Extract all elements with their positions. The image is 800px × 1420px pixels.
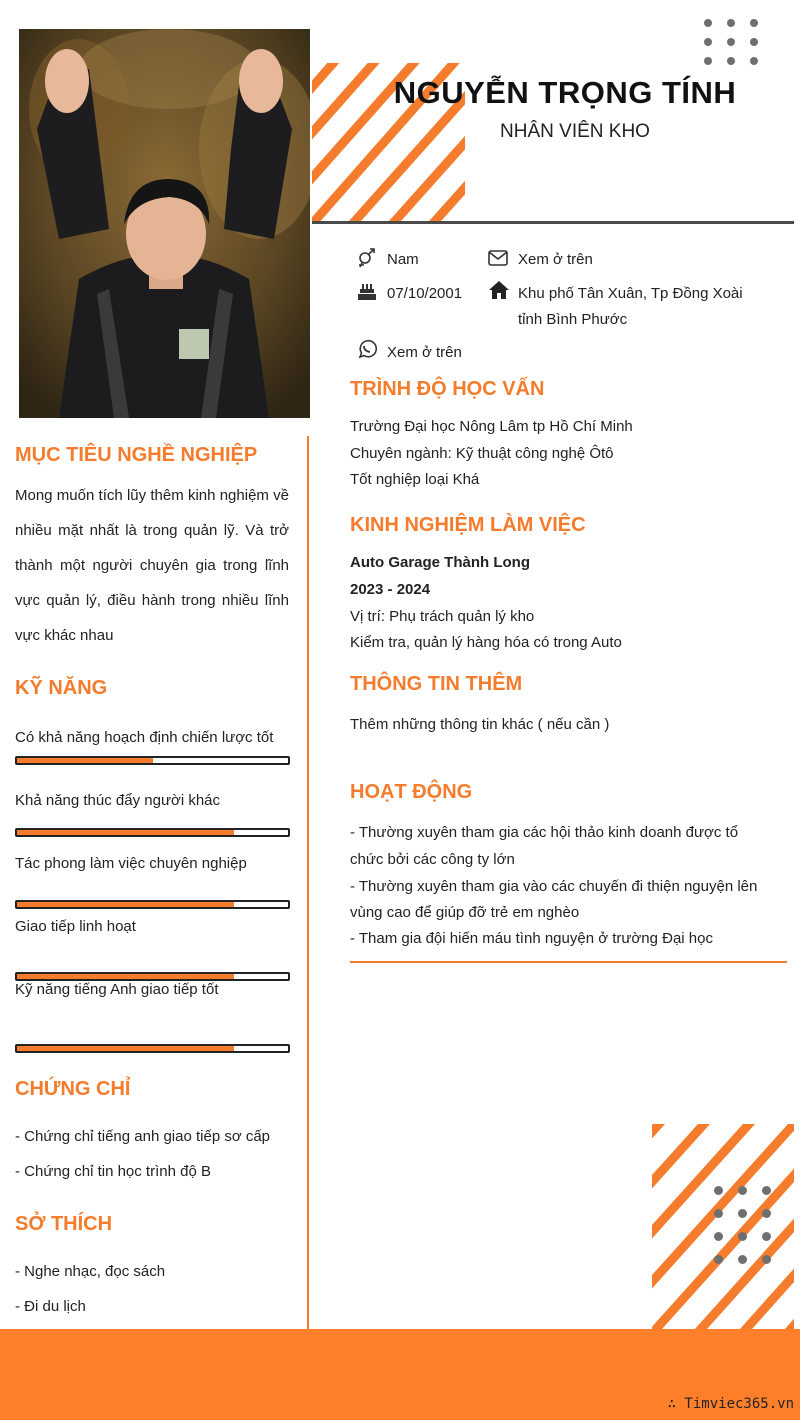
activities-divider (350, 961, 787, 963)
extra-info-title: THÔNG TIN THÊM (350, 673, 523, 695)
education-line: Chuyên ngành: Kỹ thuật công nghệ Ôtô (350, 445, 614, 462)
experience-company: Auto Garage Thành Long (350, 554, 530, 571)
profile-photo (19, 29, 310, 418)
address-line-1: Khu phố Tân Xuân, Tp Đồng Xoài (518, 285, 743, 302)
column-divider (307, 436, 309, 1329)
skill-label: Giao tiếp linh hoạt (15, 918, 136, 935)
skill-label: Kỹ năng tiếng Anh giao tiếp tốt (15, 981, 219, 998)
hobby-item: - Đi du lịch (15, 1298, 86, 1315)
address-line-2: tỉnh Bình Phước (518, 311, 628, 328)
decorative-dots-top (704, 19, 758, 65)
skills-title: KỸ NĂNG (15, 677, 108, 699)
certificates-title: CHỨNG CHỈ (15, 1078, 131, 1100)
birthday-value: 07/10/2001 (387, 285, 463, 302)
header-divider (312, 221, 794, 224)
education-line: Tốt nghiệp loại Khá (350, 471, 480, 488)
certificate-item: - Chứng chỉ tiếng anh giao tiếp sơ cấp (15, 1128, 271, 1145)
skill-label: Tác phong làm việc chuyên nghiệp (15, 855, 247, 872)
brand-watermark[interactable] (668, 1396, 794, 1412)
hobbies-title: SỞ THÍCH (15, 1213, 113, 1235)
whatsapp-icon (356, 338, 378, 360)
brand-icon: ∴ (667, 1396, 685, 1412)
email-value: Xem ở trên (518, 251, 593, 268)
skill-label: Có khả năng hoạch định chiến lược tốt (15, 729, 274, 746)
skill-bar (15, 756, 290, 765)
skill-label: Khả năng thúc đẩy người khác (15, 792, 221, 809)
phone-value: Xem ở trên (387, 344, 462, 361)
job-title: NHÂN VIÊN KHO (500, 121, 650, 142)
gender-icon (356, 246, 378, 268)
extra-info-text: Thêm những thông tin khác ( nếu cần ) (350, 716, 610, 733)
experience-line: Kiểm tra, quản lý hàng hóa có trong Auto (350, 634, 622, 651)
objective-text: Mong muốn tích lũy thêm kinh nghiệm về nhiều mặt nhất là trong quản lỹ. Và trở thành một người chuyên gia trong lĩnh vực quản lý, điều hành trong nhiều lĩnh vực khác nhau (15, 487, 289, 644)
mail-icon (487, 247, 509, 269)
decorative-dots-bottom (714, 1186, 771, 1264)
activity-line: - Thường xuyên tham gia vào các chuyến đi thiện nguyện lên (350, 878, 758, 895)
gender-value: Nam (387, 251, 419, 268)
candidate-name: NGUYỄN TRỌNG TÍNH (393, 75, 737, 110)
skill-bar (15, 828, 290, 837)
activity-line: - Thường xuyên tham gia các hội thảo kinh doanh được tổ (350, 824, 739, 841)
activity-line: vùng cao để giúp đỡ trẻ em nghèo (350, 904, 580, 921)
activities-title: HOẠT ĐỘNG (350, 781, 473, 803)
skill-bar (15, 972, 290, 981)
birthday-cake-icon (356, 280, 378, 302)
experience-title: KINH NGHIỆM LÀM VIỆC (350, 514, 586, 536)
skill-bar (15, 1044, 290, 1053)
education-title: TRÌNH ĐỘ HỌC VẤN (350, 378, 545, 400)
experience-line: Vị trí: Phụ trách quản lý kho (350, 608, 535, 625)
certificate-item: - Chứng chỉ tin học trình độ B (15, 1163, 211, 1180)
activity-line: - Tham gia đội hiến máu tình nguyện ở trường Đại học (350, 930, 713, 947)
education-line: Trường Đại học Nông Lâm tp Hồ Chí Minh (350, 418, 633, 435)
activity-line: chức bởi các công ty lớn (350, 851, 515, 868)
objective-title: MỤC TIÊU NGHỀ NGHIỆP (15, 444, 258, 466)
skill-bar (15, 900, 290, 909)
hobby-item: - Nghe nhạc, đọc sách (15, 1263, 166, 1280)
home-icon (488, 279, 510, 301)
brand-text: Timviec365.vn (684, 1396, 794, 1412)
experience-period: 2023 - 2024 (350, 581, 431, 598)
